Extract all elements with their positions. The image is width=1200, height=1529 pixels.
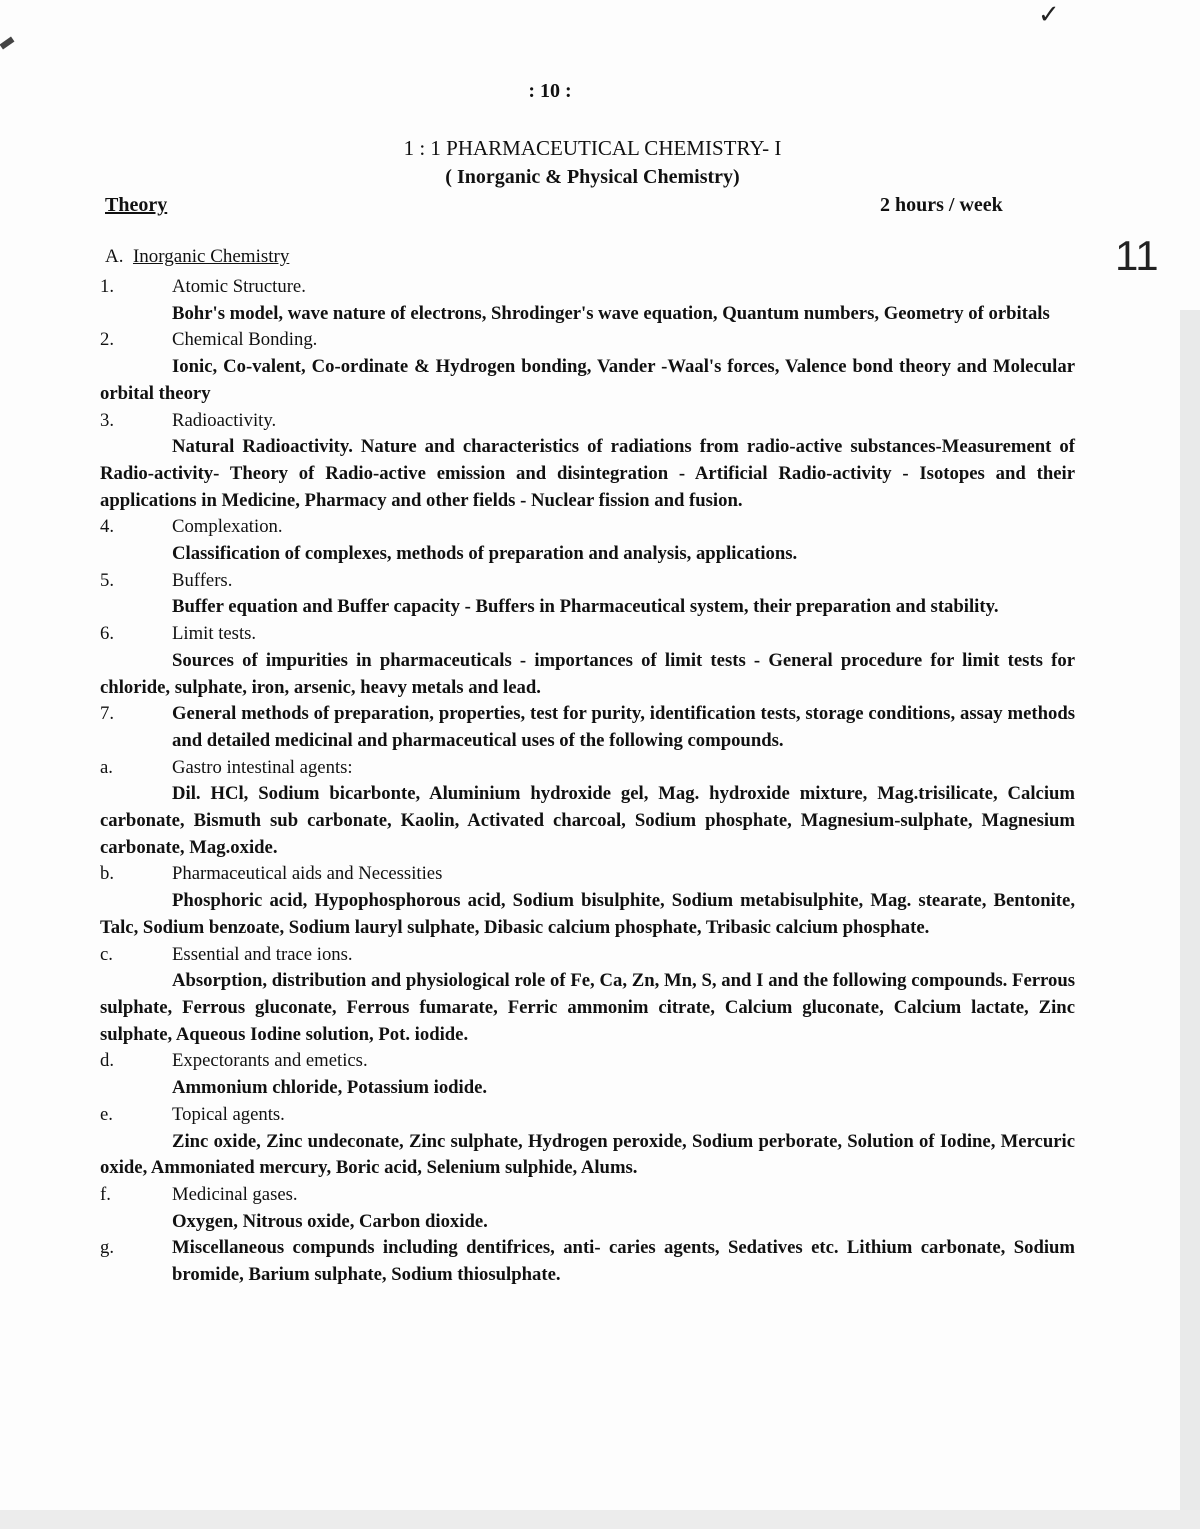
item-number: 4. bbox=[100, 516, 115, 538]
subitem-title: Medicinal gases. bbox=[172, 1183, 298, 1205]
subitem-description: Zinc oxide, Zinc undeconate, Zinc sulphate, Hydrogen peroxide, Sodium perborate, Solution of Iodine, Mercuric oxide, Ammoniated mercury, Boric acid, Selenium sulphide, Alums. bbox=[100, 1130, 1075, 1179]
subitem-letter: e. bbox=[100, 1103, 113, 1125]
item-number: 5. bbox=[100, 569, 115, 591]
subitem-title: Topical agents. bbox=[172, 1103, 285, 1125]
item-title: Complexation. bbox=[172, 516, 283, 538]
page-number: : 10 : bbox=[528, 80, 572, 102]
subitem-c bbox=[100, 942, 1075, 969]
item-title: Radioactivity. bbox=[172, 409, 277, 431]
item-number: 1. bbox=[100, 276, 115, 297]
item-title: Chemical Bonding. bbox=[172, 329, 318, 351]
subitem-f bbox=[100, 1182, 1075, 1209]
subitem-title: Essential and trace ions. bbox=[172, 943, 353, 965]
subitem-a bbox=[100, 755, 1075, 782]
subitem-description: Absorption, distribution and physiological role of Fe, Ca, Zn, Mn, S, and I and the following compounds. Ferrous sulphate, Ferrous gluconate, Ferrous fumarate, Ferric ammonim citrate, Calcium gluconate, Calcium lactate, Zinc sulphate, Aqueous Iodine solution, Pot. iodide. bbox=[100, 970, 1075, 1045]
subitem-letter: d. bbox=[100, 1050, 115, 1072]
item-number: 6. bbox=[100, 623, 115, 645]
item-title: Limit tests. bbox=[172, 623, 257, 645]
subitem-description: Dil. HCl, Sodium bicarbonte, Aluminium hydroxide gel, Mag. hydroxide mixture, Mag.trisilicate, Calcium carbonate, Bismuth sub carbonate, Kaolin, Activated charcoal, Sodium phosphate, Magnesium-sulphate, Magnesium carbonate, Mag.oxide. bbox=[100, 783, 1075, 858]
subitem-letter: a. bbox=[100, 756, 113, 778]
item-number: 2. bbox=[100, 329, 115, 351]
syllabus-item-2 bbox=[100, 327, 1075, 354]
item-description: Natural Radioactivity. Nature and characteristics of radiations from radio-active substances-Measurement of Radio-activity- Theory of Radio-active emission and disintegration - Artificial Radio-activity - Isotopes and their applications in Medicine, Pharmacy and other fields - Nuclear fission and fusion. bbox=[100, 436, 1075, 511]
item-number: 7. bbox=[100, 703, 115, 725]
hours-per-week: 2 hours / week bbox=[880, 194, 1003, 216]
subitem-title: Expectorants and emetics. bbox=[172, 1050, 368, 1072]
syllabus-item-3 bbox=[100, 408, 1075, 435]
subitem-description: Oxygen, Nitrous oxide, Carbon dioxide. bbox=[172, 1210, 488, 1232]
subitem-letter: b. bbox=[100, 863, 115, 885]
item-title: Atomic Structure. bbox=[172, 276, 306, 297]
scan-right-border bbox=[1180, 310, 1200, 1529]
item-description: Ionic, Co-valent, Co-ordinate & Hydrogen bonding, Vander -Waal's forces, Valence bond theory and Molecular orbital theory bbox=[100, 356, 1075, 404]
subitem-letter: f. bbox=[100, 1183, 111, 1205]
subitem-description: Miscellaneous compunds including dentifrices, anti- caries agents, Sedatives etc. Lithium carbonate, Sodium bromide, Barium sulphate, Sodium thiosulphate. bbox=[172, 1237, 1075, 1286]
item-number: 3. bbox=[100, 409, 115, 431]
section-title: Inorganic Chemistry bbox=[132, 246, 290, 267]
item-description: Bohr's model, wave nature of electrons, Shrodinger's wave equation, Quantum numbers, Geometry of orbitals bbox=[172, 302, 1050, 324]
scan-bottom-border bbox=[0, 1510, 1200, 1529]
item-description: General methods of preparation, properties, test for purity, identification tests, storage conditions, assay methods and detailed medicinal and pharmaceutical uses of the following compounds. bbox=[172, 703, 1075, 751]
item-description: Classification of complexes, methods of preparation and analysis, applications. bbox=[172, 543, 798, 565]
item-title: Buffers. bbox=[172, 569, 233, 591]
subitem-d bbox=[100, 1048, 1075, 1075]
subitem-description: Ammonium chloride, Potassium iodide. bbox=[172, 1077, 488, 1099]
syllabus-item-7 bbox=[100, 701, 1075, 754]
subitem-letter: g. bbox=[100, 1237, 115, 1259]
syllabus-item-1 bbox=[100, 274, 1075, 301]
subitem-b bbox=[100, 861, 1075, 888]
section-letter: A. bbox=[105, 246, 124, 267]
item-description: Sources of impurities in pharmaceuticals - importances of limit tests - General procedure for limit tests for chloride, sulphate, iron, arsenic, heavy metals and lead. bbox=[100, 649, 1075, 698]
subitem-e bbox=[100, 1102, 1075, 1129]
subitem-description: Phosphoric acid, Hypophosphorous acid, Sodium bisulphite, Sodium metabisulphite, Mag. stearate, Bentonite, Talc, Sodium benzoate, Sodium lauryl sulphate, Dibasic calcium phosphate, Tribasic calcium phosphate. bbox=[100, 890, 1075, 938]
section-heading bbox=[105, 246, 289, 268]
item-description: Buffer equation and Buffer capacity - Buffers in Pharmaceutical system, their preparation and stability. bbox=[172, 596, 999, 618]
course-title: 1 : 1 PHARMACEUTICAL CHEMISTRY- I bbox=[403, 136, 782, 160]
syllabus-body bbox=[100, 274, 1075, 1289]
syllabus-item-4 bbox=[100, 514, 1075, 541]
course-subtitle: ( Inorganic & Physical Chemistry) bbox=[445, 166, 740, 188]
scan-edge-mark bbox=[0, 37, 14, 50]
syllabus-item-5 bbox=[100, 568, 1075, 595]
subitem-title: Gastro intestinal agents: bbox=[172, 756, 353, 778]
subitem-title: Pharmaceutical aids and Necessities bbox=[172, 863, 443, 885]
check-mark-icon: ✓ bbox=[1038, 0, 1060, 29]
subitem-letter: c. bbox=[100, 943, 113, 965]
subitem-g bbox=[100, 1235, 1075, 1288]
theory-label: Theory bbox=[105, 194, 168, 216]
handwritten-page-number: 11 bbox=[1115, 232, 1159, 279]
syllabus-item-6 bbox=[100, 621, 1075, 648]
